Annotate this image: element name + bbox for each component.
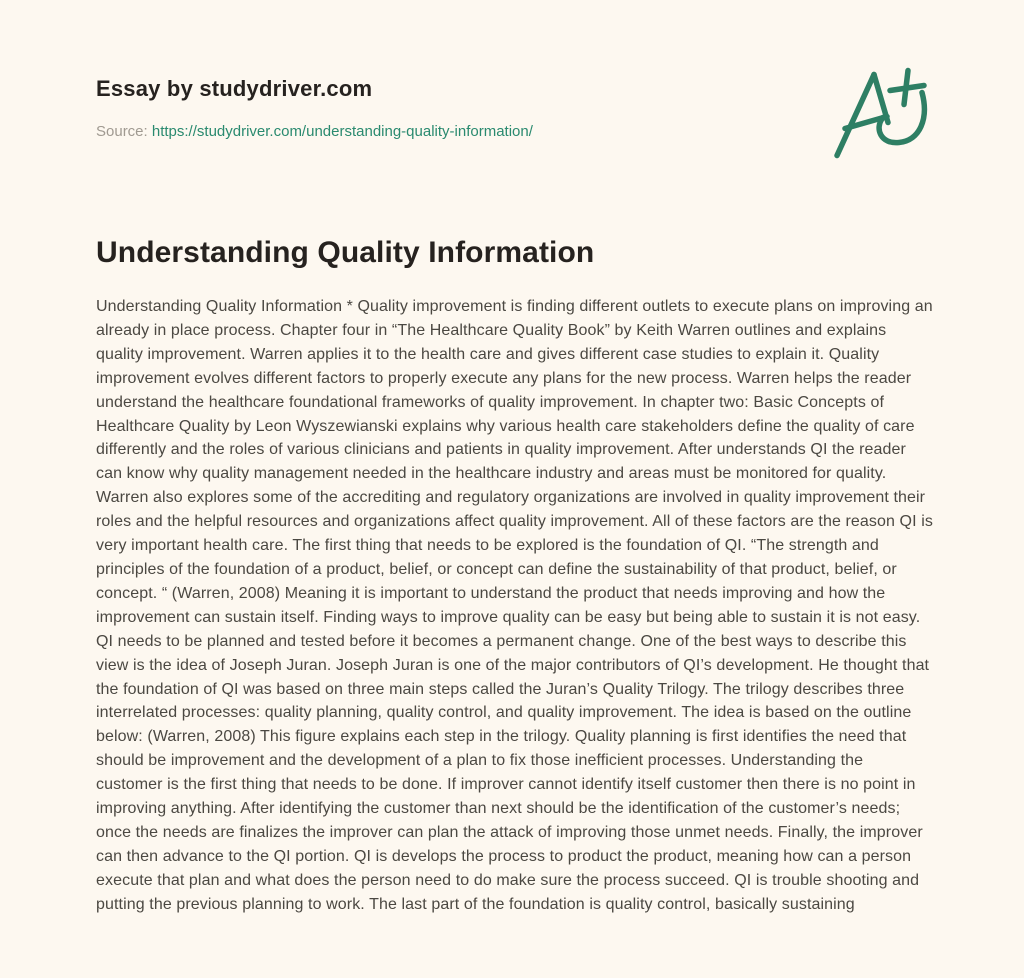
source-label: Source: bbox=[96, 123, 148, 140]
logo-plus-horizontal bbox=[890, 86, 924, 91]
logo-a-left-leg bbox=[837, 75, 874, 156]
essay-body-paragraph: Understanding Quality Information * Quality improvement is finding different outlets to execute plans on improving an already in place process. Chapter four in “The Healthcare Quality Book” by Keith Warren outlines and explains quality improvement. Warren applies it to the health care and gives different case studies to explain it. Quality improvement evolves different factors to properly execute any plans for the new process. Warren helps the reader understand the healthcare foundational frameworks of quality improvement. In chapter two: Basic Concepts of Healthcare Quality by Leon Wyszewianski explains why various health care stakeholders define the quality of care differently and the roles of various clinicians and patients in quality improvement. After understands QI the reader can know why quality management needed in the healthcare industry and areas must be monitored for quality. Warren also explores some of the accrediting and regulatory organizations are involved in quality improvement their roles and the helpful resources and organizations affect quality improvement. All of these factors are the reason QI is very important health care. The first thing that needs to be explored is the foundation of QI. “The strength and principles of the foundation of a product, belief, or concept can define the sustainability of that product, belief, or concept. “ (Warren, 2008) Meaning it is important to understand the product that needs improving and how the improvement can sustain itself. Finding ways to improve quality can be easy but being able to sustain it is not easy. QI needs to be planned and tested before it becomes a permanent change. One of the best ways to describe this view is the idea of Joseph Juran. Joseph Juran is one of the major contributors of QI’s development. He thought that the foundation of QI was based on three main steps called the Juran’s Quality Trilogy. The trilogy describes three interrelated processes: quality planning, quality control, and quality improvement. The idea is based on the outline below: (Warren, 2008) This figure explains each step in the trilogy. Quality planning is first identifies the need that should be improvement and the development of a plan to fix those inefficient processes. Understanding the customer is the first thing that needs to be done. If improver cannot identify itself customer then there is no point in improving anything. After identifying the customer than next should be the identification of the customer’s needs; once the needs are finalizes the improver can plan the attack of improving those unmet needs. Finally, the improver can then advance to the QI portion. QI is develops the process to product the product, meaning how can a person execute that plan and what does the person need to do make sure the process succeed. QI is trouble shooting and putting the previous planning to work. The last part of the foundation is quality control, basically sustaining bbox=[96, 298, 933, 913]
document-header bbox=[96, 76, 928, 140]
source-link[interactable]: https://studydriver.com/understanding-quality-information/ bbox=[151, 123, 533, 140]
essay-byline: Essay by studydriver.com bbox=[96, 76, 373, 101]
a-plus-logo-icon bbox=[832, 66, 932, 162]
source-line bbox=[96, 123, 928, 140]
article-title: Understanding Quality Information bbox=[96, 236, 595, 269]
studydriver-a-plus-logo bbox=[832, 66, 932, 162]
